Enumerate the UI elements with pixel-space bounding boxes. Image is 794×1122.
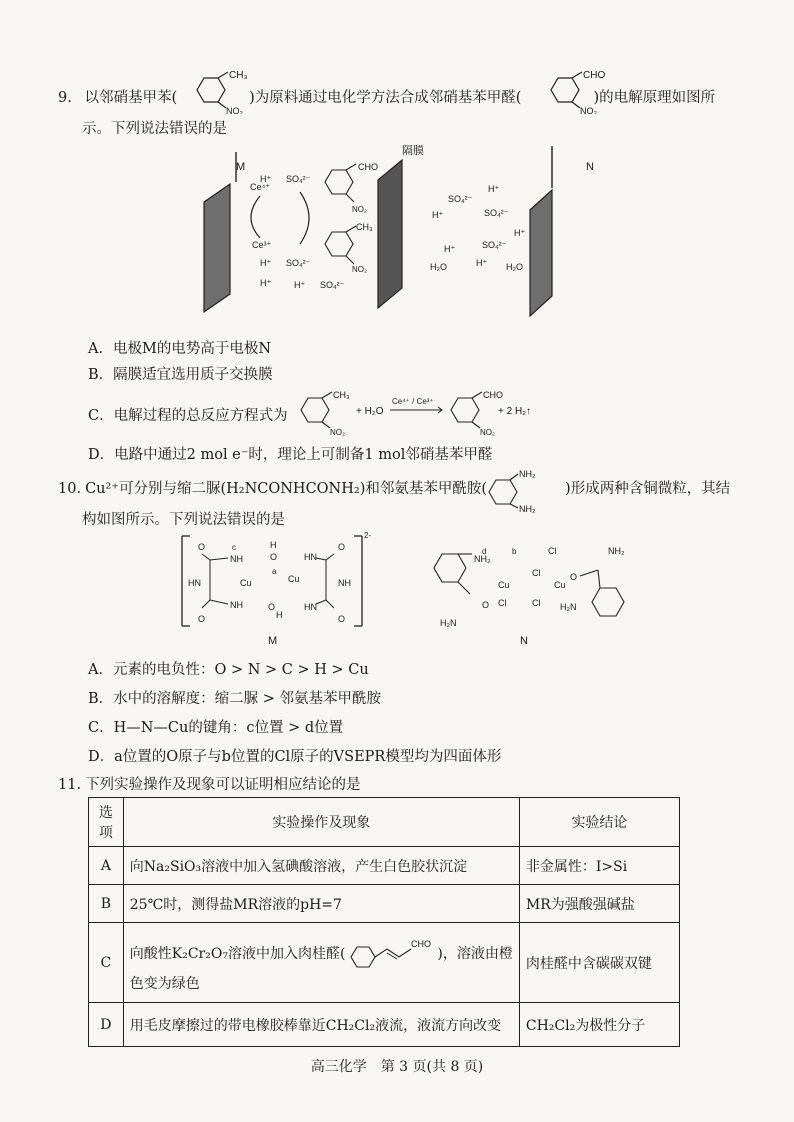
atom-nh: NH xyxy=(338,578,351,588)
membrane-label: 隔膜 xyxy=(402,145,424,157)
row-operation-a: 向酸性K₂Cr₂O₇溶液中加入肉桂醛( xyxy=(129,945,346,962)
no2-label: NO₂ xyxy=(352,205,368,214)
q11-number: 11. xyxy=(58,777,82,793)
row-operation-line1 xyxy=(130,933,513,973)
q11-table xyxy=(88,797,680,1047)
atom-o: O xyxy=(270,552,278,562)
ch3-label: CH₃ xyxy=(356,222,373,232)
header-option: 选项 xyxy=(89,798,124,847)
row-option: A xyxy=(89,847,124,885)
atom-h2n: H₂N xyxy=(560,602,577,612)
atom-hn: HN xyxy=(188,578,201,588)
atom-o: O xyxy=(198,542,206,552)
ion-h: H⁺ xyxy=(260,258,272,268)
structure-n-label: N xyxy=(520,635,528,647)
q9-stem-c: )的电解原理如图所 xyxy=(593,90,716,106)
atom-hn: HN xyxy=(304,602,317,612)
electrolysis-diagram xyxy=(190,140,610,320)
no2-label: NO₂ xyxy=(330,428,346,436)
position-d: d xyxy=(482,547,487,556)
row-operation: 向Na₂SiO₃溶液中加入氢碘酸溶液，产生白色胶状沉淀 xyxy=(123,847,519,885)
q9-stem-a: 以邻硝基甲苯( xyxy=(84,90,178,106)
no2-label: NO₂ xyxy=(580,106,597,114)
row-operation: 25℃时，测得盐MR溶液的pH=7 xyxy=(123,885,519,923)
charge-label: 2- xyxy=(364,531,372,540)
ion-h: H⁺ xyxy=(260,278,272,288)
water-label: H₂O xyxy=(506,262,523,272)
electrode-n xyxy=(530,190,552,316)
structure-m xyxy=(176,528,376,648)
ion-h: H⁺ xyxy=(476,258,488,268)
row-conclusion: CH₂Cl₂为极性分子 xyxy=(519,1003,679,1047)
cho-label: CHO xyxy=(411,938,432,949)
table-row xyxy=(89,923,680,1003)
membrane xyxy=(378,160,402,308)
row-conclusion: 非金属性：I>Si xyxy=(519,847,679,885)
row-operation: 用毛皮摩擦过的带电橡胶棒靠近CH₂Cl₂液流，液流方向改变 xyxy=(123,1003,519,1047)
nh2-label: NH₂ xyxy=(519,469,536,479)
ion-so4: SO₄²⁻ xyxy=(484,208,509,218)
q10-stem-a: Cu²⁺可分别与缩二脲(H₂NCONHCONH₂)和邻氨基苯甲酰胺( xyxy=(85,481,488,497)
q9-option-b: B．隔膜适宜选用质子交换膜 xyxy=(88,367,273,383)
q10-stem-line2: 构如图所示。下列说法错误的是 xyxy=(82,512,285,528)
o-aminobenzamide-structure-inline xyxy=(482,468,562,514)
q10-option-d: D．a位置的O原子与b位置的Cl原子的VSEPR模型均为四面体形 xyxy=(88,749,502,765)
ion-so4: SO₄²⁻ xyxy=(448,194,473,204)
hydrogen-product: + 2 H₂↑ xyxy=(498,406,532,417)
q9-option-c-prefix: C．电解过程的总反应方程式为 xyxy=(88,408,288,424)
atom-cu: Cu xyxy=(288,574,300,584)
q10-stem-b: )形成两种含铜微粒，其结 xyxy=(565,481,731,497)
atom-nh: NH xyxy=(230,600,243,610)
ion-h: H⁺ xyxy=(488,184,500,194)
row-option: B xyxy=(89,885,124,923)
atom-o: O xyxy=(570,572,578,582)
ion-so4: SO₄²⁻ xyxy=(320,280,345,290)
ce3-label: Ce³⁺ xyxy=(252,240,272,250)
table-row xyxy=(89,847,680,885)
cho-label: CHO xyxy=(483,390,503,400)
q11-stem xyxy=(58,773,361,794)
atom-cu: Cu xyxy=(498,580,510,590)
row-option: C xyxy=(89,923,124,1003)
row-conclusion: MR为强酸强碱盐 xyxy=(519,885,679,923)
table-row xyxy=(89,885,680,923)
ch3-label: CH₃ xyxy=(229,70,248,81)
header-operation: 实验操作及现象 xyxy=(123,798,519,847)
position-c: c xyxy=(232,543,236,552)
q11-stem-text: 下列实验操作及现象可以证明相应结论的是 xyxy=(85,777,361,793)
o-nitrobenzaldehyde-structure-inline xyxy=(540,70,610,114)
atom-o: O xyxy=(338,614,346,624)
position-b: b xyxy=(512,547,517,556)
row-operation-b: )，溶液由橙 xyxy=(437,945,513,962)
ion-h: H⁺ xyxy=(432,210,444,220)
ion-h: H⁺ xyxy=(444,244,456,254)
atom-h2n: H₂N xyxy=(440,618,457,628)
q9-option-d: D．电路中通过2 mol e⁻时，理论上可制备1 mol邻硝基苯甲醛 xyxy=(88,447,493,463)
electrode-m-label: M xyxy=(236,161,246,173)
row-option: D xyxy=(89,1003,124,1047)
row-conclusion: 肉桂醛中含碳碳双键 xyxy=(519,923,679,1003)
atom-o: O xyxy=(482,600,490,610)
ion-h: H⁺ xyxy=(514,228,526,238)
q10-option-b: B．水中的溶解度：缩二脲 > 邻氨基苯甲酰胺 xyxy=(88,691,382,707)
ion-h: H⁺ xyxy=(260,174,272,184)
atom-hn: HN xyxy=(304,552,317,562)
q10-option-a: A．元素的电负性：O > N > C > H > Cu xyxy=(88,662,369,678)
atom-cl: Cl xyxy=(532,568,541,578)
q9-stem-line2: 示。下列说法错误的是 xyxy=(82,121,227,137)
atom-o: O xyxy=(198,614,206,624)
atom-nh2: NH₂ xyxy=(474,554,491,564)
q9-stem-line1 xyxy=(58,86,715,107)
q9-option-a: A．电极M的电势高于电极N xyxy=(88,341,272,357)
ch3-label: CH₃ xyxy=(333,390,350,400)
catalyst-condition: Ce⁴⁺ / Ce³⁺ xyxy=(392,397,434,406)
ce4-label: Ce⁴⁺ xyxy=(250,182,271,192)
atom-cl: Cl xyxy=(532,598,541,608)
cho-label: CHO xyxy=(358,162,378,172)
atom-o: O xyxy=(268,602,276,612)
ion-h: H⁺ xyxy=(294,280,306,290)
nh2-label: NH₂ xyxy=(519,504,536,514)
atom-h: H xyxy=(276,610,283,620)
structure-m-label: M xyxy=(268,635,278,647)
atom-cl: Cl xyxy=(498,598,507,608)
atom-cu: Cu xyxy=(554,580,566,590)
header-conclusion: 实验结论 xyxy=(519,798,679,847)
page-footer: 高三化学 第 3 页(共 8 页) xyxy=(310,1059,484,1075)
table-header-row xyxy=(89,798,680,847)
water-label: H₂O xyxy=(430,262,447,272)
position-a: a xyxy=(272,567,277,576)
no2-label: NO₂ xyxy=(352,265,368,274)
ion-so4: SO₄²⁻ xyxy=(482,240,507,250)
row-operation-line2: 色变为绿色 xyxy=(129,975,200,992)
cinnamaldehyde-structure xyxy=(345,933,437,973)
q10-number: 10. xyxy=(58,481,82,497)
structure-n xyxy=(420,540,660,650)
atom-cl: Cl xyxy=(548,546,557,556)
q10-stem-line1 xyxy=(58,477,730,498)
q9-number: 9. xyxy=(58,90,72,106)
ion-so4: SO₄²⁻ xyxy=(286,258,311,268)
ion-so4: SO₄²⁻ xyxy=(286,174,311,184)
row-operation xyxy=(123,923,519,1003)
no2-label: NO₂ xyxy=(480,428,496,436)
electrode-n-label: N xyxy=(586,161,594,173)
atom-h: H xyxy=(270,540,277,550)
water-reactant: + H₂O xyxy=(356,406,384,417)
atom-nh2: NH₂ xyxy=(608,546,625,556)
o-nitrotoluene-structure-inline xyxy=(186,70,254,114)
atom-nh: NH xyxy=(230,554,243,564)
electrode-m xyxy=(204,184,230,312)
atom-o: O xyxy=(338,542,346,552)
no2-label: NO₂ xyxy=(226,106,243,114)
table-row xyxy=(89,1003,680,1047)
q9-option-c-equation xyxy=(290,388,540,436)
q9-stem-b: )为原料通过电化学方法合成邻硝基苯甲醛( xyxy=(249,90,522,106)
cho-label: CHO xyxy=(583,70,606,81)
atom-cu: Cu xyxy=(240,578,252,588)
q10-option-c: C．H—N—Cu的键角：c位置 > d位置 xyxy=(88,720,344,736)
